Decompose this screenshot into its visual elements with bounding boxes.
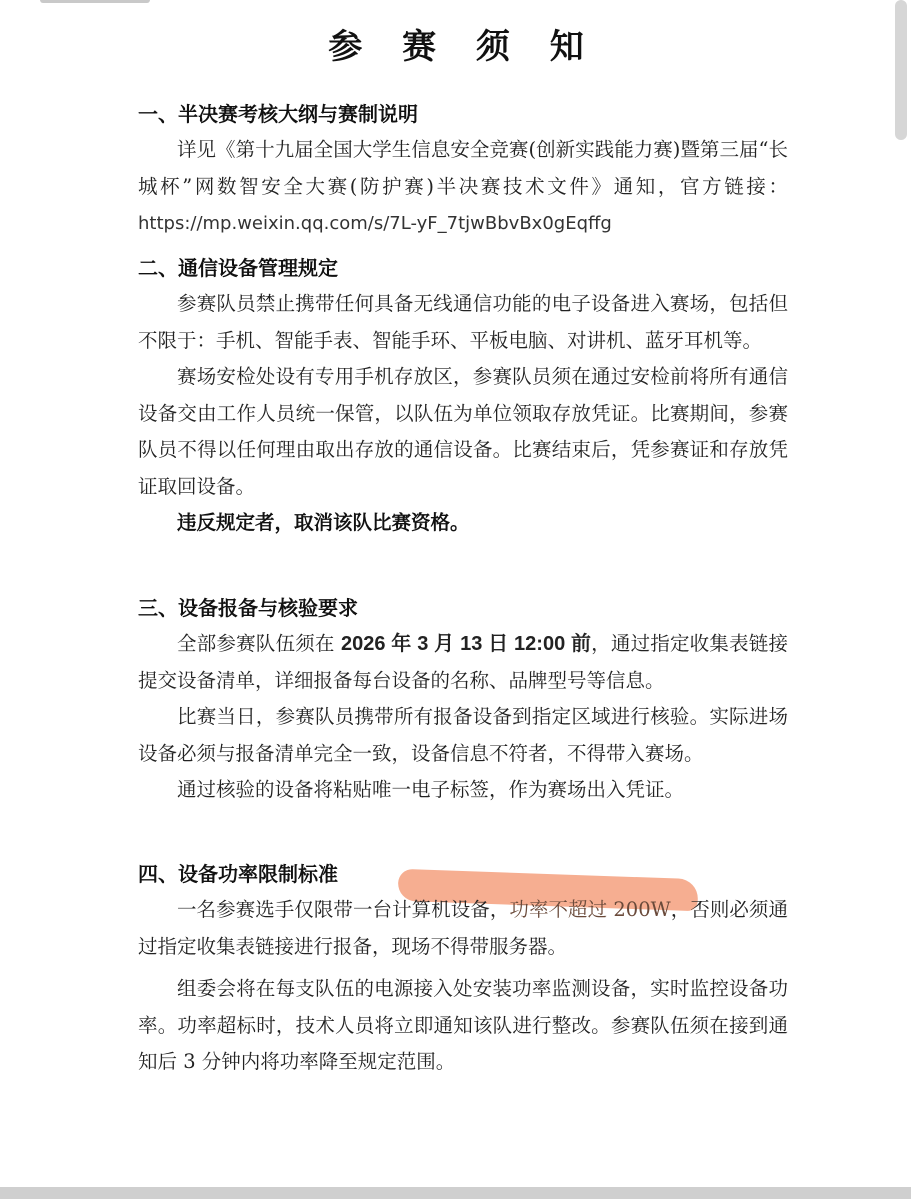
bottom-bar	[0, 1187, 911, 1199]
section-2-paragraph-1: 参赛队员禁止携带任何具备无线通信功能的电子设备进入赛场，包括但不限于：手机、智能手表、智能手环、平板电脑、对讲机、蓝牙耳机等。	[138, 292, 788, 352]
section-4-p1-pre: 一名参赛选手仅限带一台计算机设备，	[177, 898, 510, 921]
window-top-strip	[40, 0, 150, 3]
section-2	[138, 250, 788, 542]
deadline-date: 2026 年 3 月 13 日 12:00 前	[341, 633, 592, 655]
document-title: 参 赛 须 知	[328, 27, 598, 67]
section-3-p1-pre: 全部参赛队伍须在	[177, 632, 342, 655]
section-3	[138, 590, 788, 809]
power-limit-text: 功率不超过 200W	[509, 898, 671, 921]
section-3-p1-post: ，通过指定收集表链接提交设备清单，详细报备每台设备的名称、品牌型号等信息。	[138, 632, 788, 692]
section-3-heading: 三、设备报备与核验要求	[138, 596, 358, 620]
section-2-paragraph-3: 违反规定者，取消该队比赛资格。	[177, 511, 470, 534]
official-link[interactable]: https://mp.weixin.qq.com/s/7L-yF_7tjwBbvBx0gEqffg	[138, 213, 612, 234]
section-1-paragraph	[138, 132, 788, 243]
scrollbar-thumb[interactable]	[895, 0, 907, 140]
section-3-paragraph-3: 通过核验的设备将粘贴唯一电子标签，作为赛场出入凭证。	[177, 778, 685, 801]
vertical-scrollbar[interactable]	[895, 0, 907, 1180]
section-3-paragraph-2: 比赛当日，参赛队员携带所有报备设备到指定区域进行核验。实际进场设备必须与报备清单完全一致，设备信息不符者，不得带入赛场。	[138, 705, 788, 765]
section-4	[138, 856, 788, 1081]
section-4-paragraph-2: 组委会将在每支队伍的电源接入处安装功率监测设备，实时监控设备功率。功率超标时，技术人员将立即通知该队进行整改。参赛队伍须在接到通知后 3 分钟内将功率降至规定范围。	[138, 977, 788, 1073]
section-1-heading: 一、半决赛考核大纲与赛制说明	[138, 102, 418, 126]
section-1	[138, 96, 788, 243]
section-3-paragraph-1	[138, 626, 788, 699]
section-4-heading: 四、设备功率限制标准	[138, 862, 338, 886]
section-2-paragraph-2: 赛场安检处设有专用手机存放区，参赛队员须在通过安检前将所有通信设备交由工作人员统一保管，以队伍为单位领取存放凭证。比赛期间，参赛队员不得以任何理由取出存放的通信设备。比赛结束后，凭参赛证和存放凭证取回设备。	[138, 365, 788, 498]
section-4-p1-post: ，否则必须通过指定收集表链接进行报备，现场不得带服务器。	[138, 898, 788, 958]
section-4-paragraph-1	[138, 892, 788, 965]
section-1-text: 详见《第十九届全国大学生信息安全竞赛(创新实践能力赛)暨第三届“长城杯”网数智安全大赛(防护赛)半决赛技术文件》通知，官方链接：	[138, 138, 788, 198]
section-2-heading: 二、通信设备管理规定	[138, 256, 338, 280]
